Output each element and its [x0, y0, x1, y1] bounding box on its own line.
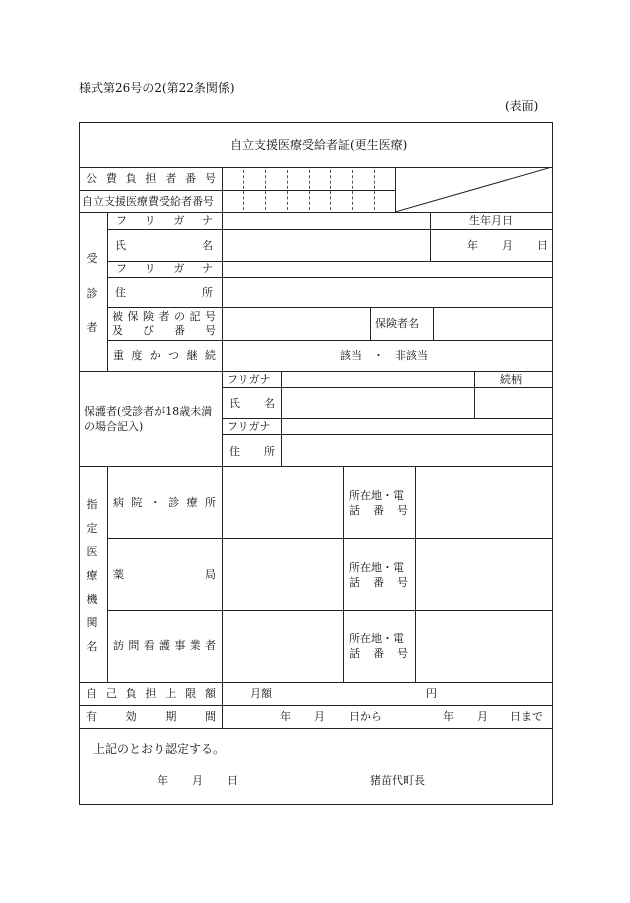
- insured-symbol-label: 被 保 険 者 の 記 号: [112, 310, 216, 323]
- guardian-furigana-label: フリガナ: [227, 373, 271, 386]
- validity-label: 有 効 期 間: [86, 710, 216, 723]
- side-label: (表面): [505, 99, 539, 113]
- rule: [107, 538, 552, 539]
- rule: [222, 466, 223, 705]
- certify-text: 上記のとおり認定する。: [93, 742, 226, 756]
- from-year-unit: 年: [280, 710, 291, 723]
- birth-month-unit: 月: [502, 239, 513, 252]
- issue-year-unit: 年: [157, 774, 168, 787]
- visiting-nurse-label: 訪 問 看 護 事 業 者: [113, 639, 216, 652]
- rule: [222, 418, 552, 419]
- name-label: 氏 名: [115, 239, 213, 252]
- rule: [430, 212, 431, 261]
- rule: [79, 705, 552, 706]
- yen-label: 円: [426, 687, 437, 700]
- severe-options: 該当 ・ 非該当: [340, 349, 428, 362]
- monthly-label: 月額: [250, 687, 272, 700]
- digit-divider: [243, 170, 244, 210]
- rule: [107, 229, 552, 230]
- rule: [79, 728, 552, 729]
- rule: [222, 167, 223, 371]
- to-suffix: 日まで: [510, 710, 543, 723]
- recipient-number-label: 自立支援医療費受給者番号: [82, 195, 214, 208]
- digit-divider: [330, 170, 331, 210]
- rule: [222, 387, 552, 388]
- institution-group-label: 指 定 医 療 機 関 名: [86, 498, 98, 653]
- location-phone-label: 所在地・電: [349, 632, 404, 645]
- birth-year-unit: 年: [467, 239, 478, 252]
- location-phone-label-2: 話 番 号: [349, 576, 408, 589]
- from-suffix: 日から: [349, 710, 382, 723]
- digit-divider: [374, 170, 375, 210]
- insurer-name-label: 保険者名: [375, 317, 419, 330]
- location-phone-label: 所在地・電: [349, 489, 404, 502]
- guardian-name-label: 氏 名: [229, 397, 275, 410]
- location-phone-label-2: 話 番 号: [349, 647, 408, 660]
- rule: [433, 307, 434, 340]
- rule: [79, 466, 552, 467]
- severe-continuation-label: 重 度 か つ 継 続: [113, 349, 216, 362]
- rule: [107, 466, 108, 682]
- rule: [222, 434, 552, 435]
- furigana-label: フ リ ガ ナ: [116, 262, 213, 275]
- from-month-unit: 月: [314, 710, 325, 723]
- rule: [281, 371, 282, 466]
- to-month-unit: 月: [477, 710, 488, 723]
- issue-month-unit: 月: [192, 774, 203, 787]
- birthdate-label: 生年月日: [469, 214, 513, 227]
- digit-divider: [352, 170, 353, 210]
- to-year-unit: 年: [443, 710, 454, 723]
- rule: [222, 705, 223, 728]
- public-number-label: 公 費 負 担 者 番 号: [86, 172, 216, 185]
- birth-day-unit: 日: [537, 239, 548, 252]
- insured-number-label: 及 び 番 号: [112, 324, 216, 337]
- digit-divider: [265, 170, 266, 210]
- form-number: 様式第26号の2(第22条関係): [79, 81, 235, 95]
- rule: [343, 466, 344, 682]
- furigana-label: フ リ ガ ナ: [116, 214, 213, 227]
- rule: [107, 610, 552, 611]
- address-label: 住 所: [115, 286, 213, 299]
- rule: [107, 340, 552, 341]
- guardian-label: 保護者(受診者が18歳未満の場合記入): [84, 405, 213, 433]
- rule: [370, 307, 371, 340]
- relationship-label: 続柄: [500, 373, 522, 386]
- form-title: 自立支援医療受給者証(更生医療): [230, 138, 408, 152]
- pharmacy-label: 薬 局: [113, 568, 216, 581]
- guardian-furigana-label: フリガナ: [227, 420, 271, 433]
- rule: [79, 682, 552, 683]
- hospital-label: 病 院 ・ 診 療 所: [113, 496, 216, 509]
- rule: [107, 277, 552, 278]
- digit-divider: [287, 170, 288, 210]
- patient-group-label: 受 診 者: [86, 252, 98, 334]
- rule: [107, 307, 552, 308]
- location-phone-label-2: 話 番 号: [349, 504, 408, 517]
- digit-divider: [309, 170, 310, 210]
- rule: [474, 371, 475, 418]
- rule: [415, 466, 416, 682]
- rule: [107, 212, 108, 371]
- rule: [222, 371, 223, 466]
- guardian-address-label: 住 所: [229, 445, 275, 458]
- rule: [79, 190, 395, 191]
- issue-day-unit: 日: [227, 774, 238, 787]
- rule: [79, 371, 552, 372]
- mayor-label: 猪苗代町長: [370, 774, 425, 787]
- copay-limit-label: 自 己 負 担 上 限 額: [86, 687, 216, 700]
- location-phone-label: 所在地・電: [349, 561, 404, 574]
- diagonal-line: [395, 167, 552, 213]
